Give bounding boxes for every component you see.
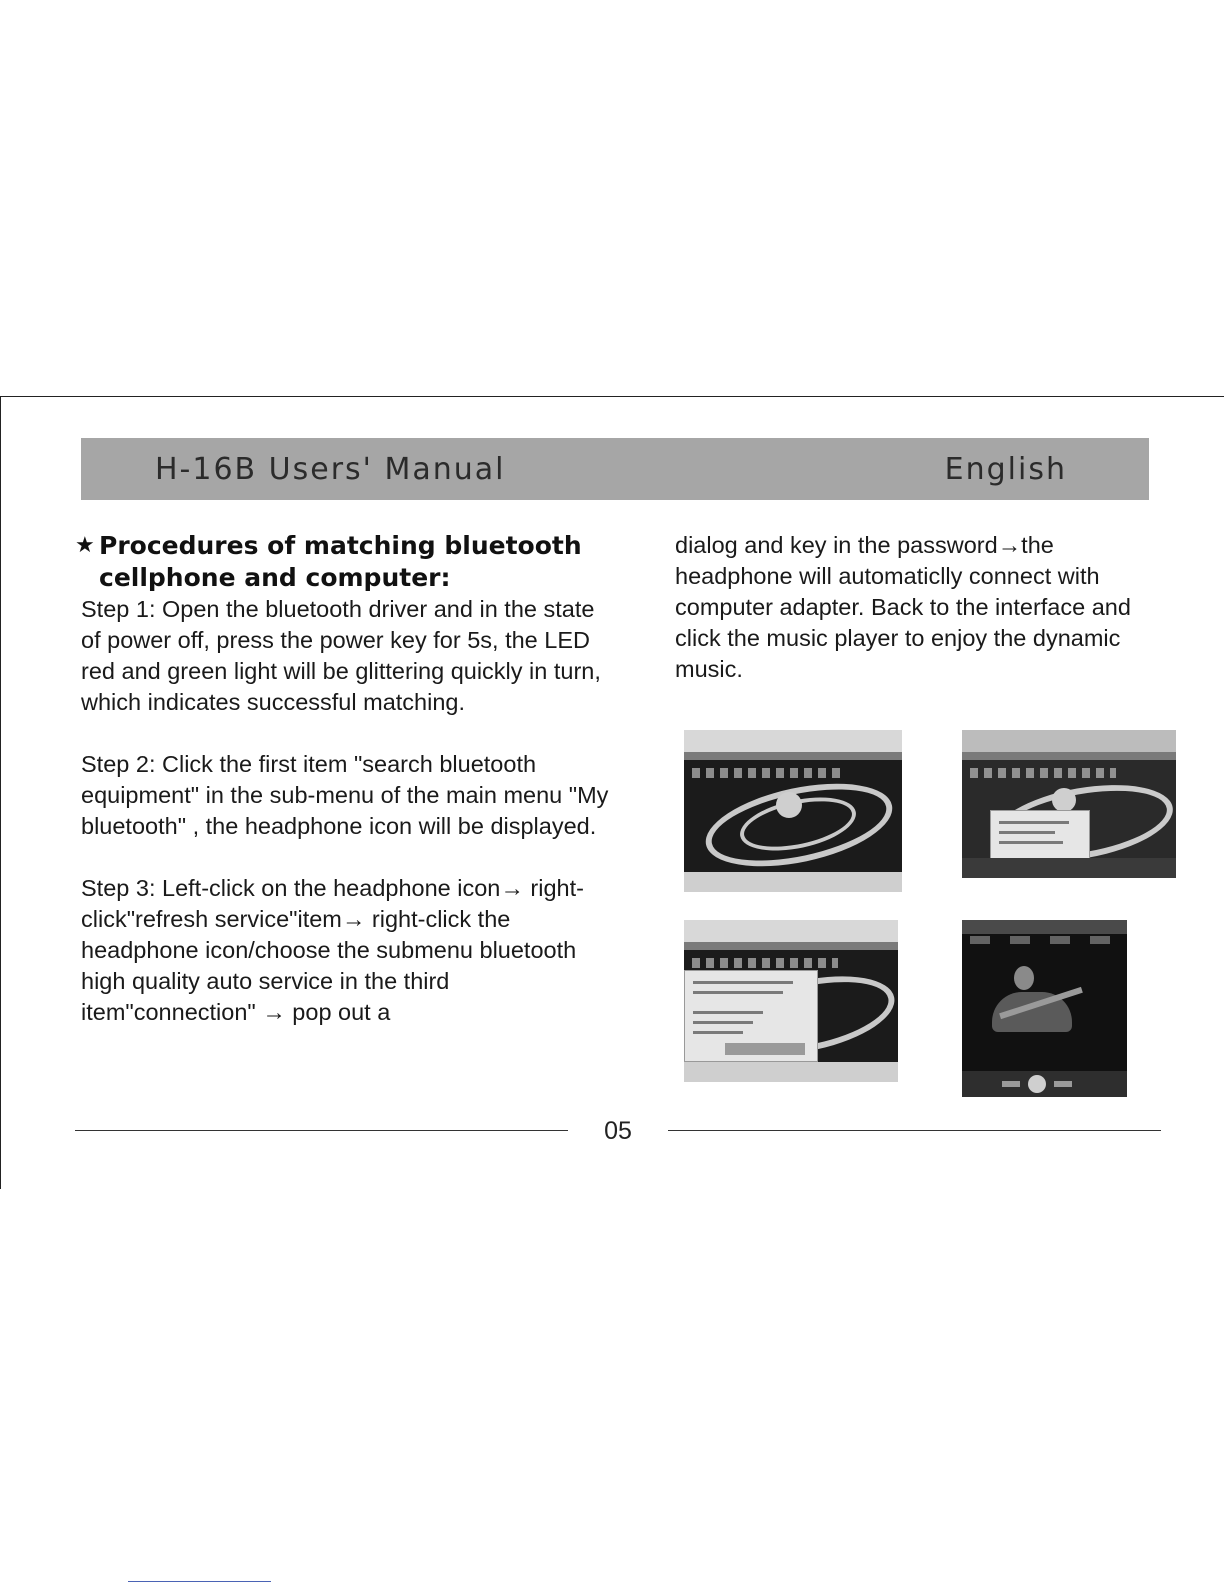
language-label: English — [944, 452, 1067, 487]
footer-rule-left — [75, 1130, 568, 1131]
section-heading — [75, 530, 605, 594]
bluetooth-software-main-screenshot — [684, 730, 902, 892]
step-1-text: Step 1: Open the bluetooth driver and in the state of power off, press the power key for 5s, the LED red and green light will be glittering quickly in turn, which indicates successful matching. — [81, 596, 601, 715]
step-2-text: Step 2: Click the first item "search bluetooth equipment" in the sub-menu of the main menu "My bluetooth" , the headphone icon will be displayed. — [81, 751, 609, 839]
section-heading-text: Procedures of matching bluetooth cellphone and computer: — [99, 531, 582, 592]
star-icon: ★ — [75, 533, 95, 558]
left-column-steps — [81, 594, 611, 1059]
manual-header-bar — [81, 438, 1149, 500]
continuation-text: dialog and key in the password→the headphone will automaticlly connect with computer adapter. Back to the interface and click the music player to enjoy the dynamic music. — [675, 532, 1131, 682]
right-column-continuation — [675, 530, 1175, 716]
bottom-underline-mark — [128, 1581, 271, 1582]
footer-rule-right — [668, 1130, 1161, 1131]
step-3-text: Step 3: Left-click on the headphone icon→ right-click"refresh service"item→ right-click the headphone icon/choose the submenu bluetooth high quality auto service in the third item"connection" → pop out a — [81, 875, 584, 1025]
page-number: 05 — [604, 1117, 632, 1145]
bluetooth-search-dialog-screenshot — [962, 730, 1176, 878]
page-frame-left-border — [0, 396, 1, 1189]
music-player-screenshot — [962, 920, 1127, 1097]
bluetooth-password-dialog-screenshot — [684, 920, 898, 1082]
page-frame-top-border — [0, 396, 1224, 397]
manual-title: H-16B Users' Manual — [155, 452, 506, 487]
